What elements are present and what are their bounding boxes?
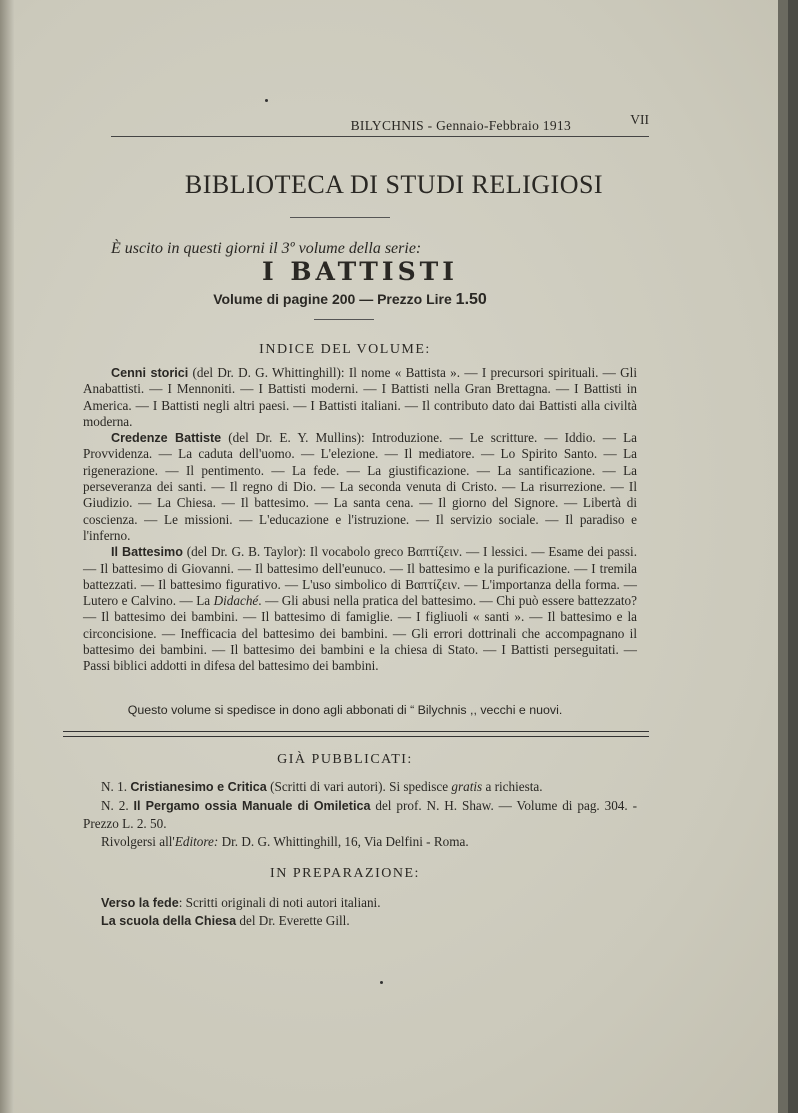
item-text: del prof. N. H. Shaw. — Volume di pag. 304. - Prezzo L. 2. 50.	[83, 797, 637, 831]
prep-heading: IN PREPARAZIONE:	[270, 866, 420, 881]
closing-note: Questo volume si spedisce in dono agli abbonati di “ Bilychnis ,, vecchi e nuovi.	[127, 703, 563, 717]
index-heading: INDICE DEL VOLUME:	[259, 342, 431, 357]
item-text: a richiesta.	[482, 779, 543, 794]
index-body	[83, 365, 637, 675]
prep-title: La scuola della Chiesa	[101, 914, 237, 928]
contact-line	[83, 833, 637, 851]
page-edge	[778, 0, 788, 1113]
prep-list	[101, 894, 641, 930]
volume-price: 1.50	[455, 291, 487, 308]
prep-title: Verso la fede	[101, 896, 179, 910]
print-speck	[380, 981, 383, 984]
print-speck	[265, 99, 268, 102]
journal-line: BILYCHNIS - Gennaio-Febbraio 1913	[350, 118, 571, 133]
volume-info: Volume di pagine 200 — Prezzo Lire	[213, 291, 452, 307]
volume-line	[0, 291, 700, 309]
item-number: N. 2.	[101, 797, 134, 813]
volume-rule	[314, 319, 374, 320]
item-title: Cristianesimo e Critica	[130, 780, 267, 794]
section-heading: Il Battesimo	[111, 545, 183, 560]
prep-item	[101, 894, 641, 912]
prep-item	[101, 912, 641, 930]
intro-line: È uscito in questi giorni il 3º volume della serie:	[111, 240, 422, 257]
item-title: Il Pergamo ossia Manuale di Omiletica	[133, 798, 371, 813]
page-title: BIBLIOTECA DI STUDI RELIGIOSI	[184, 170, 604, 199]
prep-text: : Scritti originali di noti autori italiani.	[178, 895, 381, 910]
double-rule-divider	[63, 731, 649, 737]
item-number: N. 1.	[101, 779, 131, 794]
contact-text: Dr. D. G. Whittinghill, 16, Via Delfini - Roma.	[218, 833, 469, 849]
page-number: VII	[630, 112, 649, 127]
section-heading: Credenze Battiste	[111, 431, 222, 446]
section-text: . — Gli abusi nella pratica del battesimo. — Chi può essere battezzato? — Il battesimo dei bambini. — Il battesimo di famiglie. — I figliuoli « santi ». — Il battesimo e la circoncisione. — Inefficacia del battesimo dei bambini. — Gli errori dottrinali che accompagnano il battesimo dei bambini. — Il battesimo dei bambini e la chiesa di Stato. — I Battisti perseguitati. — Passi biblici addotti in difesa del battesimo dei bambini.	[83, 593, 637, 674]
published-heading: GIÀ PUBBLICATI:	[277, 752, 413, 767]
item-italic: gratis	[451, 779, 483, 794]
title-rule	[290, 217, 390, 218]
didache-title: Didaché	[213, 593, 259, 609]
published-item	[83, 778, 637, 797]
item-text: (Scritti di vari autori). Si spedisce	[266, 779, 452, 794]
published-list	[83, 778, 637, 850]
section-text: (del Dr. E. Y. Mullins): Introduzione. — Le scritture. — Iddio. — La Provvidenza. — La caduta dell'uomo. — L'elezione. — Il mediatore. — Lo Spirito Santo. — La rigenerazione. — Il pentimento. — La fede. — La giustificazione. — La santificazione. — La perseveranza dei santi. — Il regno di Dio. — La seconda venuta di Cristo. — La risurrezione. — Il Giudizio. — La Chiesa. — Il battesimo. — La santa cena. — Il giorno del Signore. — Libertà di coscienza. — Le missioni. — L'educazione e l'istruzione. — Il servizio sociale. — Il paradiso e l'inferno.	[83, 430, 637, 543]
contact-prefix: Rivolgersi all'	[101, 833, 175, 849]
running-head	[111, 112, 649, 137]
prep-text: del Dr. Everette Gill.	[236, 913, 350, 928]
spine-shadow	[0, 0, 14, 1113]
published-item	[83, 797, 637, 833]
contact-editor: Editore:	[174, 833, 219, 849]
section-paragraph	[83, 544, 637, 674]
section-paragraph	[83, 430, 637, 544]
section-text: (del Dr. G. B. Taylor): Il vocabolo greco Βαπτίζειν. — I lessici. — Esame dei passi. — Il battesimo di Giovanni. — Il battesimo dell'eunuco. — Il battesimo e la purificazione. — I tremila battezzati. — Il battesimo figurativo. — L'uso simbolico di Βαπτίζειν. — L'importanza della forma. — Lutero e Calvino. — La	[83, 544, 637, 609]
section-text: (del Dr. D. G. Whittinghill): Il nome « Battista ». — I precursori spirituali. — Gli Anabattisti. — I Mennoniti. — I Battisti moderni. — I Battisti nella Gran Brettagna. — I Battisti in America. — I Battisti negli altri paesi. — I Battisti italiani. — Il contributo dato dai Battisti alla civiltà moderna.	[83, 365, 637, 429]
book-title: I BATTISTI	[262, 257, 458, 286]
section-paragraph	[83, 365, 637, 430]
section-heading: Cenni storici	[111, 366, 189, 380]
